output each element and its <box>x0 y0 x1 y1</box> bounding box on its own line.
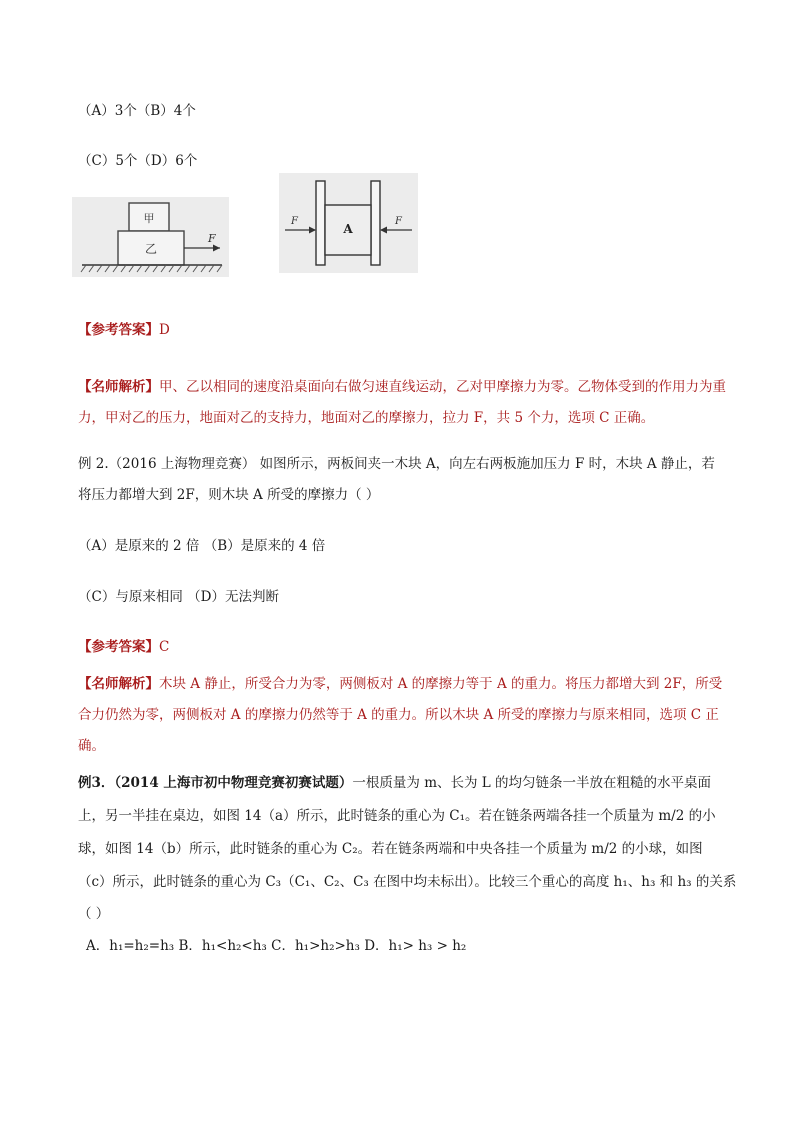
example-3-line2: 上，另一半挂在桌边，如图 14（a）所示，此时链条的重心为 C₁。若在链条两端各挂一个质量为 m/2 的小 <box>78 808 716 824</box>
label-jia: 甲 <box>143 212 155 225</box>
example-3-line3: 球，如图 14（b）所示，此时链条的重心为 C₂。若在链条两端和中央各挂一个质量为 m/2 的小球，如图 <box>78 841 703 857</box>
answer-1 <box>78 320 170 340</box>
label-block-a: A <box>343 222 353 236</box>
analysis-1-text: 甲、乙以相同的速度沿桌面向右做匀速直线运动，乙对甲摩擦力为零。乙物体受到的作用力为重力，甲对乙的压力，地面对乙的支持力，地面对乙的摩擦力，拉力 F，共 5 个力，选项 C 正确。 <box>78 379 726 426</box>
right-plate <box>371 181 380 265</box>
analysis-2-label: 【名师解析】 <box>78 676 159 692</box>
example-3-line4: （c）所示，此时链条的重心为 C₃（C₁、C₂、C₃ 在图中均未标出）。比较三个重心的高度 h₁、h₃ 和 h₃ 的关系 <box>78 874 737 890</box>
example-3-line5: （ ） <box>78 906 110 922</box>
answer-1-value: D <box>159 322 170 338</box>
example-2-options-line2: （C）与原来相同 （D）无法判断 <box>78 589 279 605</box>
label-left-force: F <box>291 216 298 227</box>
answer-2 <box>78 637 169 657</box>
analysis-2-text: 木块 A 静止，所受合力为零，两侧板对 A 的摩擦力等于 A 的重力。将压力都增大到 2F，所受合力仍然为零，两侧板对 A 的摩擦力仍然等于 A 的重力。所以木块 A 所受的摩擦力与原来相同，选项 C 正确。 <box>78 676 723 754</box>
analysis-2 <box>78 669 728 762</box>
answer-1-label: 【参考答案】 <box>78 322 159 338</box>
q1-options-line1: （A）3个（B）4个 <box>78 103 196 119</box>
label-force: F <box>208 232 216 245</box>
right-force-head <box>380 227 387 234</box>
example-3-line1 <box>78 773 711 793</box>
example-3-title: 例3．（2014 上海市初中物理竞赛初赛试题） <box>78 775 353 791</box>
example-3-text1: 一根质量为 m、长为 L 的均匀链条一半放在粗糙的水平桌面 <box>352 775 712 791</box>
analysis-1-label: 【名师解析】 <box>78 379 159 395</box>
answer-2-value: C <box>159 639 170 655</box>
figure-block-between-plates <box>279 173 418 273</box>
example-2-options-line1: （A）是原来的 2 倍 （B）是原来的 4 倍 <box>78 538 326 554</box>
plates-diagram <box>279 173 418 273</box>
analysis-1 <box>78 372 728 434</box>
label-yi: 乙 <box>144 242 158 256</box>
left-plate <box>316 181 325 265</box>
example-2-line1: 例 2.（2016 上海物理竞赛） 如图所示，两板间夹一木块 A，向左右两板施加压力 F 时，木块 A 静止，若 <box>78 456 715 472</box>
stacked-blocks-diagram <box>72 197 229 277</box>
force-arrow-head <box>213 245 220 252</box>
ground-hatching <box>81 265 222 272</box>
example-3-options: A．h₁=h₂=h₃ B．h₁<h₂<h₃ C．h₁>h₂>h₃ D．h₁> h₃ > h₂ <box>86 938 467 954</box>
example-2-line2: 将压力都增大到 2F，则木块 A 所受的摩擦力（ ） <box>78 487 380 503</box>
q1-options-line2: （C）5个（D）6个 <box>78 153 198 169</box>
answer-2-label: 【参考答案】 <box>78 639 159 655</box>
label-right-force: F <box>395 216 402 227</box>
left-force-head <box>309 227 316 234</box>
figure-stacked-blocks <box>72 197 229 277</box>
